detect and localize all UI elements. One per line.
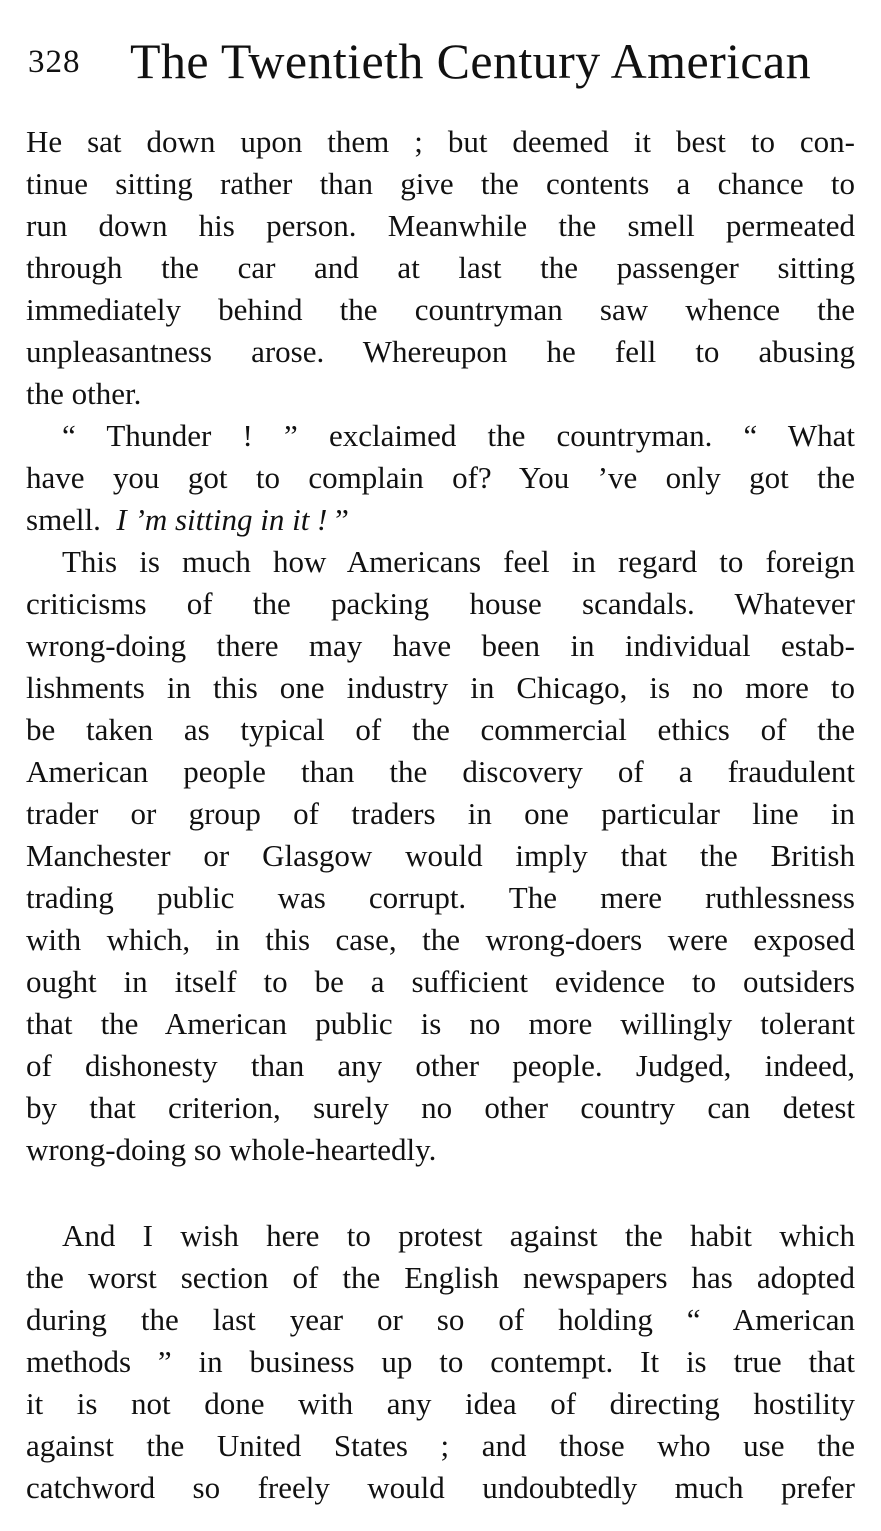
text-line: the worst section of the English newspapers has adopted [26,1260,855,1295]
text-line: catchword so freely would undoubtedly much prefer [26,1470,855,1505]
text-segment: ” [327,502,349,537]
text-line: be taken as typical of the commercial ethics of the [26,712,855,747]
running-header [28,24,868,89]
text-line: tinue sitting rather than give the contents a chance to [26,166,855,201]
text-line: He sat down upon them ; but deemed it best to con- [26,124,855,159]
text-line: of dishonesty than any other people. Judged, indeed, [26,1048,855,1083]
running-title: The Twentieth Century American [130,33,811,89]
text-line: during the last year or so of holding “ American [26,1302,855,1337]
text-line-with-italic [26,499,855,541]
text-line: trader or group of traders in one particular line in [26,796,855,831]
text-line: This is much how Americans feel in regard to foreign [62,544,855,579]
paragraph-3 [26,541,855,1171]
text-line: criticisms of the packing house scandals. Whatever [26,586,855,621]
text-line: by that criterion, surely no other country can detest [26,1090,855,1125]
text-line: wrong-doing so whole-heartedly. [26,1132,437,1167]
text-line: ought in itself to be a sufficient evidence to outsiders [26,964,855,999]
page-number: 328 [28,44,81,80]
text-line: And I wish here to protest against the habit which [62,1218,855,1253]
text-line: have you got to complain of? You ’ve only got the [26,460,855,495]
text-line: wrong-doing there may have been in individual estab- [26,628,855,663]
text-line: the other. [26,376,142,411]
text-line: unpleasantness arose. Whereupon he fell to abusing [26,334,855,369]
text-line: Manchester or Glasgow would imply that the British [26,838,855,873]
text-line: with which, in this case, the wrong-doers were exposed [26,922,855,957]
text-line: lishments in this one industry in Chicago, is no more to [26,670,855,705]
text-line: American people than the discovery of a fraudulent [26,754,855,789]
paragraph-4 [26,1215,855,1509]
text-line: “ Thunder ! ” exclaimed the countryman. “ What [62,418,855,453]
text-line: against the United States ; and those who use the [26,1428,855,1463]
text-line: it is not done with any idea of directing hostility [26,1386,855,1421]
paragraph-2 [26,415,855,541]
paragraph-1 [26,121,855,415]
text-line: methods ” in business up to contempt. It is true that [26,1344,855,1379]
text-line: trading public was corrupt. The mere ruthlessness [26,880,855,915]
text-line: that the American public is no more willingly tolerant [26,1006,855,1041]
text-line: immediately behind the countryman saw whence the [26,292,855,327]
text-line: run down his person. Meanwhile the smell permeated [26,208,855,243]
italic-quote: I ’m sitting in it ! [116,502,328,537]
text-segment: smell. [26,502,101,537]
text-line: through the car and at last the passenger sitting [26,250,855,285]
